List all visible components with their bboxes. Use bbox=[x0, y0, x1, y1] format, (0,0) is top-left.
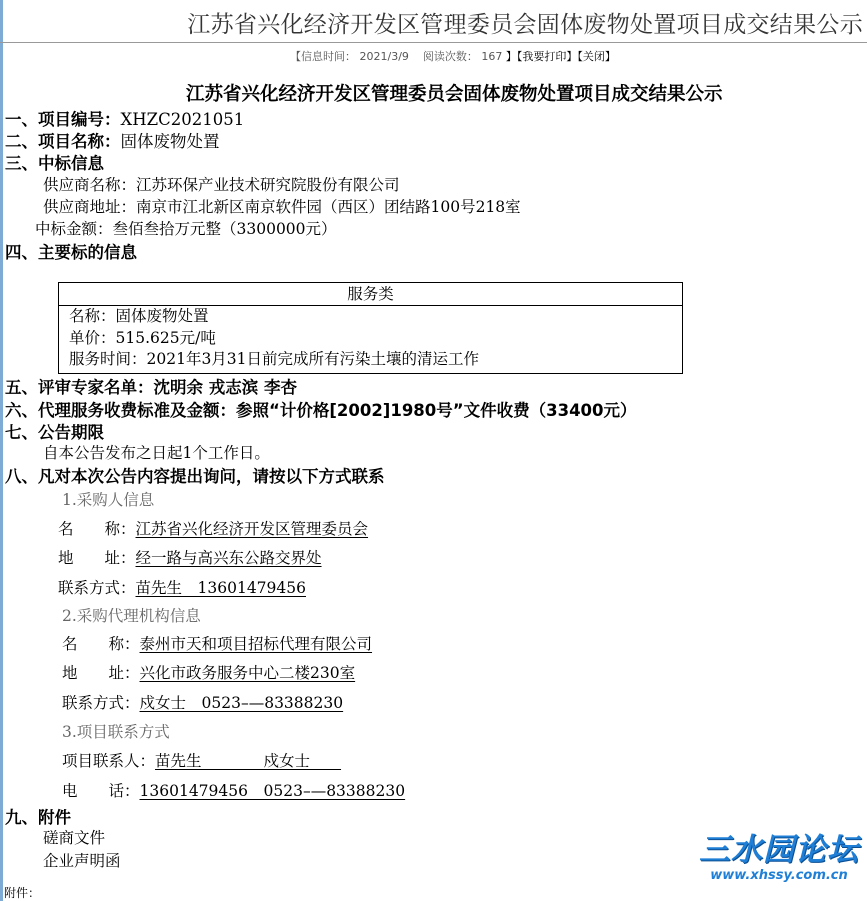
info-time-value: 2021/3/9 bbox=[359, 50, 409, 63]
notice-period-text: 自本公告发布之日起1个工作日。 bbox=[43, 444, 270, 462]
section-project-name bbox=[5, 128, 220, 152]
project-number-label: 一、项目编号： bbox=[5, 110, 121, 129]
buyer-contact-label: 联系方式： bbox=[58, 579, 136, 597]
meta-bar bbox=[290, 48, 616, 64]
award-amount: 中标金额：叁佰叁拾万元整（3300000元） bbox=[35, 220, 337, 238]
agent-name-label: 名 称： bbox=[62, 635, 140, 653]
close-button[interactable]: 【关闭】 bbox=[577, 50, 616, 63]
print-button[interactable]: 】【我要打印】 bbox=[505, 50, 578, 63]
project-contact-title: 3.项目联系方式 bbox=[62, 723, 170, 741]
section-experts: 五、评审专家名单：沈明余 戎志滨 李杏 bbox=[5, 378, 297, 397]
service-row-time: 服务时间：2021年3月31日前完成所有污染土壤的清运工作 bbox=[69, 350, 480, 368]
project-person-label: 项目联系人： bbox=[62, 752, 156, 770]
views-label: 阅读次数： bbox=[422, 50, 478, 63]
supplier-name: 供应商名称：江苏环保产业技术研究院股份有限公司 bbox=[43, 176, 400, 194]
service-table bbox=[58, 282, 683, 374]
section-project-number bbox=[5, 106, 244, 130]
service-row-name: 名称：固体废物处置 bbox=[69, 307, 209, 325]
buyer-info-title: 1.采购人信息 bbox=[62, 491, 155, 509]
section-main-subject: 四、主要标的信息 bbox=[5, 243, 137, 262]
attachment-declaration-letter[interactable]: 企业声明函 bbox=[43, 852, 121, 870]
agent-contact: 戍女士 0523–—83388230 bbox=[139, 694, 344, 712]
watermark-brand: 三水园论坛 bbox=[699, 832, 859, 868]
supplier-address: 供应商地址：南京市江北新区南京软件园（西区）团结路100号218室 bbox=[43, 198, 521, 216]
info-time-label: 【信息时间： bbox=[290, 50, 356, 63]
project-person: 苗先生 戍女士 bbox=[155, 752, 342, 770]
buyer-contact: 苗先生 13601479456 bbox=[135, 579, 306, 597]
section-attachments: 九、附件 bbox=[5, 808, 71, 827]
agent-address-line bbox=[62, 661, 355, 683]
agent-contact-label: 联系方式： bbox=[62, 694, 140, 712]
service-table-header: 服务类 bbox=[59, 283, 682, 306]
watermark-url: www.xhssy.com.cn bbox=[710, 868, 848, 883]
section-award-info: 三、中标信息 bbox=[5, 154, 104, 173]
agent-name-line bbox=[62, 632, 372, 654]
views-value: 167 bbox=[481, 50, 503, 63]
buyer-contact-line bbox=[58, 576, 306, 598]
buyer-name-line bbox=[58, 517, 368, 539]
left-border-rule bbox=[0, 0, 3, 901]
project-name-label: 二、项目名称： bbox=[5, 132, 121, 151]
buyer-address-line bbox=[58, 546, 322, 568]
service-row-price: 单价：515.625元/吨 bbox=[69, 328, 216, 347]
project-phone-line bbox=[62, 779, 405, 801]
buyer-name: 江苏省兴化经济开发区管理委员会 bbox=[135, 520, 369, 538]
section-contact: 八、凡对本次公告内容提出询问，请按以下方式联系 bbox=[5, 467, 385, 486]
buyer-name-label: 名 称： bbox=[58, 520, 136, 538]
document-title: 江苏省兴化经济开发区管理委员会固体废物处置项目成交结果公示 bbox=[186, 84, 723, 105]
site-watermark-logo bbox=[696, 832, 862, 884]
section-notice-period: 七、公告期限 bbox=[5, 423, 104, 442]
buyer-address-label: 地 址： bbox=[58, 549, 136, 567]
project-person-line bbox=[62, 749, 341, 771]
project-name-value: 固体废物处置 bbox=[120, 132, 220, 151]
project-phone: 13601479456 0523–—83388230 bbox=[139, 782, 406, 800]
header-divider bbox=[0, 42, 867, 43]
agent-address: 兴化市政务服务中心二楼230室 bbox=[139, 664, 356, 682]
agent-contact-line bbox=[62, 691, 343, 713]
agent-address-label: 地 址： bbox=[62, 664, 140, 682]
section-agency-fee: 六、代理服务收费标准及金额：参照“计价格[2002]1980号”文件收费（33400元） bbox=[5, 401, 637, 420]
page-header-title: 江苏省兴化经济开发区管理委员会固体废物处置项目成交结果公示 bbox=[187, 12, 863, 38]
attachment-consultation-file[interactable]: 磋商文件 bbox=[43, 829, 106, 847]
project-number-value: XHZC2021051 bbox=[120, 110, 245, 129]
agent-info-title: 2.采购代理机构信息 bbox=[62, 607, 201, 625]
footer-attachment-label: 附件： bbox=[4, 886, 41, 900]
agent-name: 泰州市天和项目招标代理有限公司 bbox=[139, 635, 373, 653]
buyer-address: 经一路与高兴东公路交界处 bbox=[135, 549, 322, 567]
project-phone-label: 电 话： bbox=[62, 782, 140, 800]
